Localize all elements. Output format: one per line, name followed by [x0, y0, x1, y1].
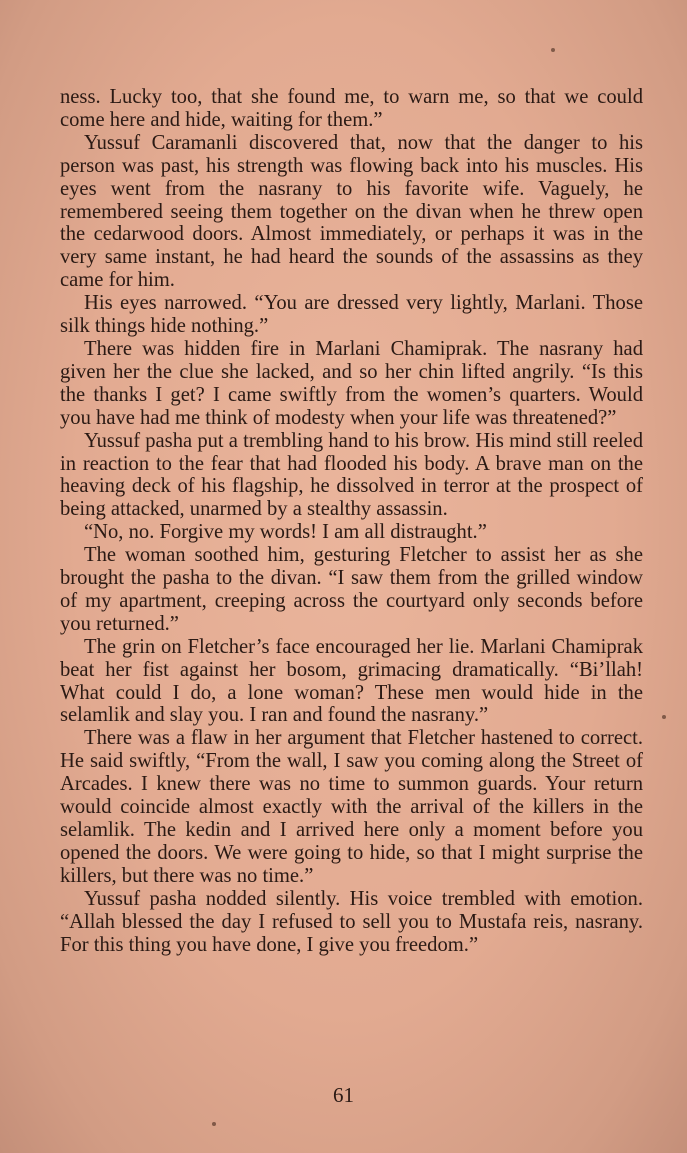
paragraph: ness. Lucky too, that she found me, to warn me, so that we could come here and hide, waiting for them.” [60, 86, 643, 131]
paragraph: There was a flaw in her argument that Fletcher hastened to correct. He said swiftly, “From the wall, I saw you coming along the Street of Arcades. I knew there was no time to summon guards. Your return would coincide almost exactly with the arrival of the killers in the selamlik. The kedin and I arrived here only a moment before you opened the doors. We were going to hide, so that I might surprise the killers, but there was no time.” [60, 727, 643, 887]
paragraph: His eyes narrowed. “You are dressed very lightly, Marlani. Those silk things hide nothing.” [60, 292, 643, 338]
paragraph: “No, no. Forgive my words! I am all distraught.” [84, 521, 487, 544]
paragraph: Yussuf pasha nodded silently. His voice trembled with emotion. “Allah blessed the day I refused to sell you to Mustafa reis, nasrany. For this thing you have done, I give you freedom.” [60, 887, 643, 956]
paragraph: The grin on Fletcher’s face encouraged her lie. Marlani Chamiprak beat her fist against her bosom, grimacing dramatically. “Bi’llah! What could I do, a lone woman? These men would hide in the selamlik and slay you. I ran and found the nasrany.” [60, 635, 643, 727]
paper-speck [212, 1122, 216, 1126]
paragraph: Yussuf Caramanli discovered that, now that the danger to his person was past, his strength was flowing back into his muscles. His eyes went from the nasrany to his favorite wife. Vaguely, he remembered seeing them together on the divan when he threw open the cedarwood doors. Almost immediately, or perhaps it was in the very same instant, he had heard the sounds of the assassins as they came for him. [60, 131, 643, 292]
paper-speck [551, 48, 555, 52]
paragraph: There was hidden fire in Marlani Chamiprak. The nasrany had given her the clue she lacked, and so her chin lifted angrily. “Is this the thanks I get? I came swiftly from the women’s quarters. Would you have had me think of modesty when your life was threatened?” [60, 337, 643, 429]
body-text [60, 86, 643, 956]
paper-speck [662, 715, 666, 719]
page-number: 61 [333, 1083, 354, 1107]
paragraph: The woman soothed him, gesturing Fletcher to assist her as she brought the pasha to the divan. “I saw them from the grilled window of my apartment, creeping across the courtyard only seconds before you returned.” [60, 544, 643, 635]
paragraph: Yussuf pasha put a trembling hand to his brow. His mind still reeled in reaction to the fear that had flooded his body. A brave man on the heaving deck of his flagship, he dissolved in terror at the prospect of being attacked, unarmed by a stealthy assassin. [60, 429, 643, 521]
